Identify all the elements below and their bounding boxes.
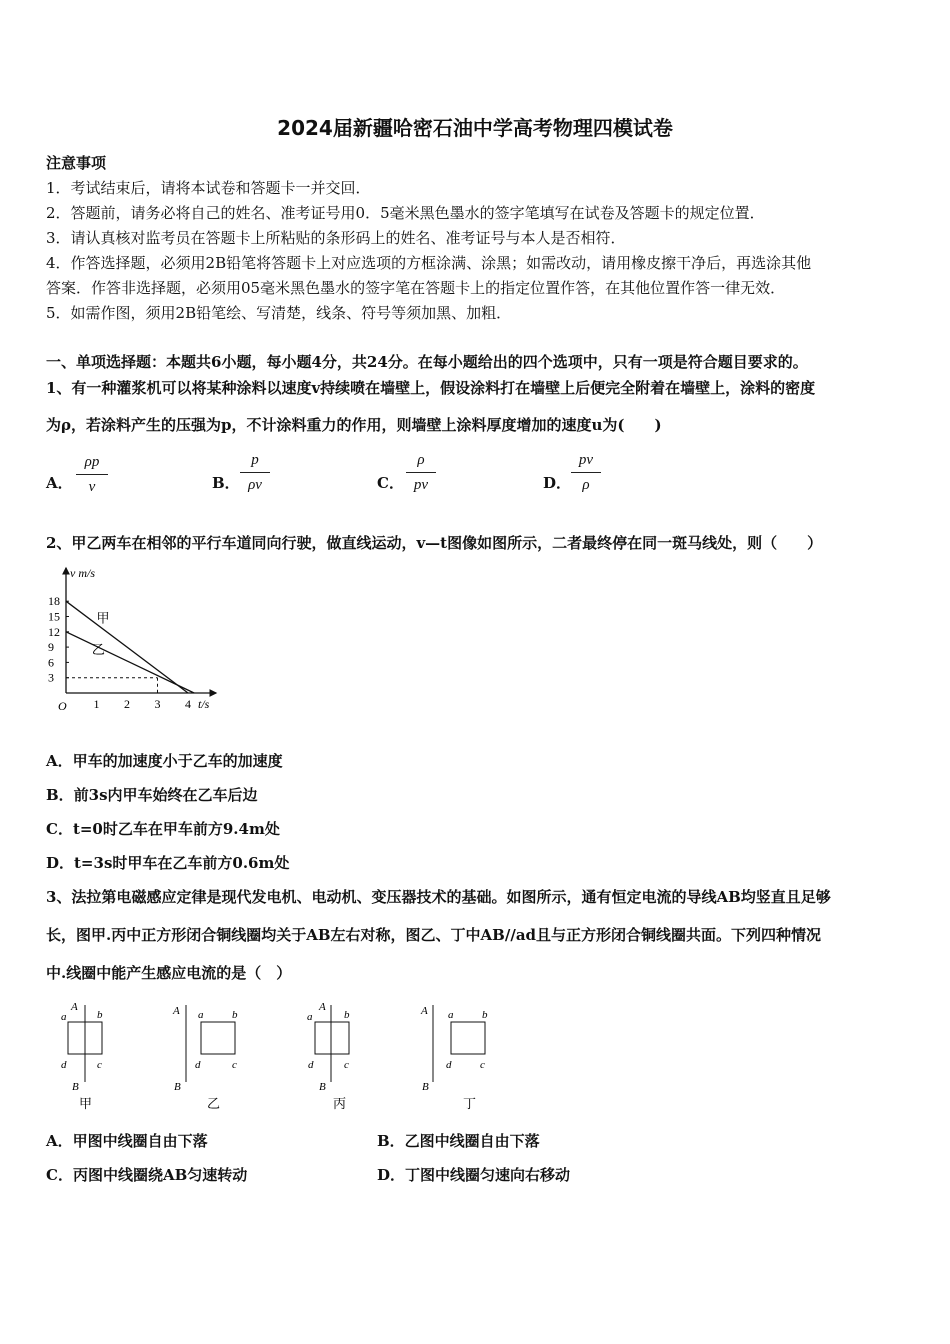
origin-label: O (58, 699, 67, 713)
figure-jia (61, 1001, 103, 1111)
y-tick-label: 9 (48, 640, 54, 655)
notice-item: 1．考试结束后，请将本试卷和答题卡一并交回． (46, 179, 371, 197)
q2-option-b: B．前3s内甲车始终在乙车后边 (46, 786, 258, 804)
x-ticks (94, 697, 192, 711)
q3-option-c: C．丙图中线圈绕AB匀速转动 (46, 1166, 248, 1184)
label-c: c (480, 1059, 485, 1071)
label-b: b (344, 1009, 350, 1021)
x-axis-label: t/s (198, 697, 210, 711)
numerator: ρp (76, 454, 108, 475)
q2-option-c: C．t=0时乙车在甲车前方9.4m处 (46, 820, 280, 838)
q2-vt-graph (40, 560, 230, 720)
q3-stem-line1: 3、法拉第电磁感应定律是现代发电机、电动机、变压器技术的基础。如图所示，通有恒定电流的导线AB均竖直且足够 (46, 888, 831, 906)
figure-ding (420, 1005, 488, 1111)
y-tick-label: 15 (48, 609, 60, 624)
q1-option-a-letter: A． (46, 474, 73, 492)
label-d: d (195, 1059, 201, 1071)
label-b: b (232, 1009, 238, 1021)
page-title: 2024届新疆哈密石油中学高考物理四模试卷 (277, 116, 673, 140)
notice-heading: 注意事项 (46, 154, 107, 172)
label-d: d (61, 1059, 67, 1071)
q3-stem-line2: 长，图甲.丙中正方形闭合铜线圈均关于AB左右对称，图乙、丁中AB//ad且与正方形闭合铜线圈共面。下列四种情况 (46, 926, 822, 944)
denominator: ρv (248, 477, 262, 493)
q1-option-d-letter: D． (543, 474, 572, 492)
denominator: ρ (582, 477, 590, 493)
q1-option-b-letter: B． (212, 474, 240, 492)
notice-item: 4．作答选择题，必须用2B铅笔将答题卡上对应选项的方框涂满、涂黑；如需改动，请用橡皮擦干净后，再选涂其他 (46, 254, 812, 272)
caption: 丁 (463, 1096, 477, 1111)
numerator: pv (571, 452, 601, 473)
series-line-yi (66, 632, 194, 693)
q3-option-b: B．乙图中线圈自由下落 (377, 1132, 540, 1150)
x-tick-label: 3 (154, 697, 161, 711)
label-c: c (97, 1059, 102, 1071)
q2-option-d: D．t=3s时甲车在乙车前方0.6m处 (46, 854, 290, 872)
y-axis-label: v m/s (70, 566, 95, 580)
series-line-jia (66, 601, 188, 693)
label-c: c (232, 1059, 237, 1071)
label-B: B (72, 1081, 79, 1093)
q3-figures (55, 1000, 515, 1115)
y-tick-label: 6 (48, 655, 54, 670)
denominator: pv (413, 477, 429, 493)
y-tick-label: 18 (48, 594, 60, 609)
q1-option-c-fraction (406, 452, 436, 494)
denominator: v (88, 479, 96, 495)
q3-stem-line3: 中.线圈中能产生感应电流的是（ ） (46, 964, 292, 982)
q1-option-d-fraction (571, 452, 601, 494)
label-B: B (319, 1081, 326, 1093)
q2-stem: 2、甲乙两车在相邻的平行车道同向行驶，做直线运动，v—t图像如图所示，二者最终停在同一斑马线处，则（ ） (46, 534, 823, 552)
q1-stem-line1: 1、有一种灌浆机可以将某种涂料以速度v持续喷在墙壁上，假设涂料打在墙壁上后便完全附着在墙壁上，涂料的密度 (46, 379, 816, 397)
label-d: d (446, 1059, 452, 1071)
label-a: a (61, 1011, 67, 1023)
label-c: c (344, 1059, 349, 1071)
caption: 丙 (333, 1096, 347, 1111)
notice-item: 3．请认真核对监考员在答题卡上所粘贴的条形码上的姓名、准考证号与本人是否相符． (46, 229, 626, 247)
numerator: p (240, 452, 270, 473)
label-d: d (308, 1059, 314, 1071)
label-A: A (319, 1001, 326, 1013)
numerator: ρ (406, 452, 436, 473)
y-tick-label: 12 (48, 624, 60, 639)
notice-item: 5．如需作图，须用2B铅笔绘、写清楚，线条、符号等须加黑、加粗． (46, 304, 512, 322)
q3-option-a: A．甲图中线圈自由下落 (46, 1132, 208, 1150)
q1-option-c-letter: C． (377, 474, 404, 492)
label-A: A (71, 1001, 78, 1013)
x-tick-label: 2 (124, 697, 130, 711)
caption: 乙 (207, 1096, 221, 1111)
caption: 甲 (79, 1096, 93, 1111)
q1-stem-line2: 为ρ，若涂料产生的压强为p，不计涂料重力的作用，则墙壁上涂料厚度增加的速度u为( ) (46, 416, 662, 434)
x-tick-label: 4 (185, 697, 191, 711)
q2-option-a: A．甲车的加速度小于乙车的加速度 (46, 752, 283, 770)
notice-item: 答案．作答非选择题，必须用05毫米黑色墨水的签字笔在答题卡上的指定位置作答，在其他位置作答一律无效． (46, 279, 786, 297)
figure-bing (307, 1001, 350, 1111)
section-heading: 一、单项选择题：本题共6小题，每小题4分，共24分。在每小题给出的四个选项中，只有一项是符合题目要求的。 (46, 353, 808, 371)
label-B: B (174, 1081, 181, 1093)
label-b: b (97, 1009, 103, 1021)
label-a: a (448, 1009, 454, 1021)
figure-yi (172, 1005, 238, 1111)
label-A: A (173, 1005, 180, 1017)
label-a: a (198, 1009, 204, 1021)
series-label-yi: 乙 (91, 642, 105, 658)
label-b: b (482, 1009, 488, 1021)
q1-option-a-fraction (76, 454, 108, 496)
notice-item: 2．答题前，请务必将自己的姓名、准考证号用0．5毫米黑色墨水的签字笔填写在试卷及答题卡的规定位置． (46, 204, 765, 222)
q3-option-d: D．丁图中线圈匀速向右移动 (377, 1166, 571, 1184)
q1-option-b-fraction (240, 452, 270, 494)
series-label-jia: 甲 (96, 610, 110, 626)
series-lines (66, 601, 194, 693)
label-a: a (307, 1011, 313, 1023)
x-tick-label: 1 (93, 697, 100, 711)
label-B: B (422, 1081, 429, 1093)
label-A: A (421, 1005, 428, 1017)
y-tick-label: 3 (48, 670, 54, 685)
